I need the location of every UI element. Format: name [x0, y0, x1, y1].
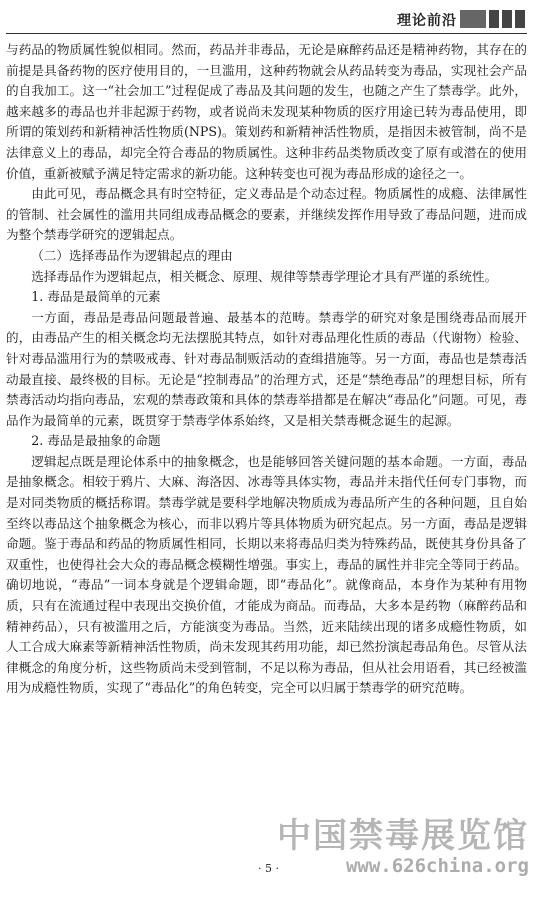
header-title: 理论前沿: [397, 13, 457, 29]
header-bar: [502, 10, 512, 28]
section-heading: （二）选择毒品作为逻辑起点的理由: [31, 247, 233, 263]
watermark-name: 中国禁毒展览馆: [277, 816, 529, 856]
subsection-body-1: 一方面，毒品是毒品问题最普遍、最基本的范畴。禁毒学的研究对象是围绕毒品而展开的，由毒品产生的相关概念均无法摆脱其特点，如针对毒品理化性质的毒品（代谢物）检验、针对毒品滥用行为的禁吸戒毒、针对毒品制贩活动的查缉措施等。另一方面，毒品也是禁毒活动最直接、最终极的目标。无论是“控制毒品”的治理方式，还是“禁绝毒品”的理想目标，所有禁毒活动均指向毒品，宏观的禁毒政策和具体的禁毒举措都是在解决“毒品化”问题。可见，毒品作为最简单的元素，既贯穿于禁毒学体系始终，又是相关禁毒概念诞生的起源。: [6, 309, 527, 428]
paragraph-conclusion: 由此可见，毒品概念具有时空特征，定义毒品是个动态过程。物质属性的成瘾、法律属性的管制、社会属性的滥用共同组成毒品概念的要素，并继续发挥作用导致了毒品问题，进而成为整个禁毒学研究的逻辑起点。: [6, 186, 527, 243]
header-bar: [460, 10, 486, 28]
header-bar: [515, 10, 525, 28]
header-rule: [6, 33, 527, 34]
subsection-heading-1: 1. 毒品是最简单的元素: [31, 289, 161, 305]
header-decoration: [460, 10, 525, 28]
header-bar: [489, 10, 499, 28]
subsection-body-2: 逻辑起点既是理论体系中的抽象概念，也是能够回答关键问题的基本命题。一方面，毒品是抽象概念。相较于鸦片、大麻、海洛因、冰毒等具体实物，毒品并未指代任何专门事物，而是对同类物质的概括称谓。禁毒学就是要科学地解决物质成为毒品所产生的各种问题，且自始至终以毒品这个抽象概念为核心，而非以鸦片等具体物质为研究起点。另一方面，毒品是逻辑命题。鉴于毒品和药品的物质属性相同，长期以来将毒品归类为特殊药品，既使其身份具备了双重性，也使得社会大众的毒品概念模糊性增强。事实上，毒品的属性并非完全等同于药品。确切地说，“毒品”一词本身就是个逻辑命题，即“毒品化”。就像商品，本身作为某种有用物质，只有在流通过程中表现出交换价值，才能成为商品。而毒品，大多本是药物（麻醉药品和精神药品），只有被滥用之后，方能演变为毒品。当然，近来陆续出现的诸多成瘾性物质，如人工合成大麻素等新精神活性物质，尚未发现其药用功能，却已然扮演起毒品角色。尽管从法律概念的角度分析，这些物质尚未受到管制，不足以称为毒品，但从社会用语看，其已经被滥用为成瘾性物质，实现了“毒品化”的角色转变，完全可以归属于禁毒学的研究范畴。: [6, 453, 527, 696]
article-body: [6, 40, 527, 699]
watermark: [259, 818, 529, 888]
page-number: · 5 ·: [258, 862, 279, 875]
paragraph-continued: 与药品的物质属性貌似相同。然而，药品并非毒品，无论是麻醉药品还是精神药物，其存在的前提是具备药物的医疗使用目的，一旦滥用，这种药物就会从药品转变为毒品，实现社会产品的自我加工。这一“社会加工”过程促成了毒品及其问题的发生，也随之产生了禁毒学。此外，越来越多的毒品也并非起源于药物，或者说尚未发现某种物质的医疗用途已转为毒品使用，即所谓的策划药和新精神活性物质(NPS)。策划药和新精神活性物质，是指因未被管制，尚不是法律意义上的毒品，却完全符合毒品的物质属性。这种非药品类物质改变了原有或潜在的使用价值，重新被赋予满足特定需求的新功能。这种转变也可视为毒品形成的途径之一。: [6, 42, 527, 181]
subsection-heading-2: 2. 毒品是最抽象的命题: [31, 433, 161, 449]
section-intro: 选择毒品作为逻辑起点，相关概念、原理、规律等禁毒学理论才具有严谨的系统性。: [31, 268, 498, 284]
watermark-url: www.626china.org: [345, 855, 529, 877]
page-header: [0, 0, 537, 40]
